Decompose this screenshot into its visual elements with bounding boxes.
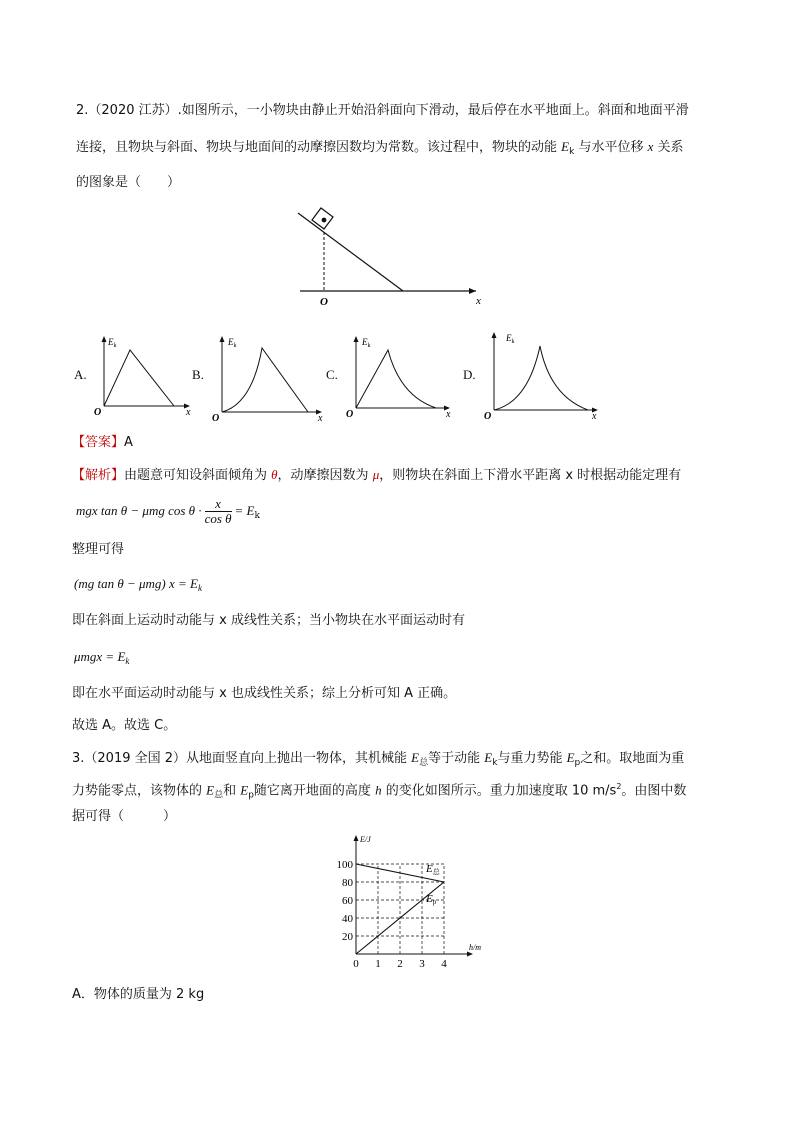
q2-ek-symbol: E <box>561 139 570 154</box>
final-line <box>72 716 176 736</box>
flat-line <box>72 684 456 704</box>
option-c-curve <box>356 350 436 408</box>
theta-symbol: θ <box>271 467 278 482</box>
q3-text-1c: 与重力势能 <box>497 751 567 766</box>
series-label-Ep: Ep <box>426 893 437 906</box>
q3-ep-symbol-2: E <box>240 782 249 798</box>
analysis-text-b: ，动摩擦因数为 <box>277 468 373 483</box>
option-d-origin: O <box>484 411 492 420</box>
option-d-ek-label: $E_k$ <box>506 333 515 345</box>
eq1-right: = E <box>234 503 255 518</box>
q3-text-1a: 3.（2019 全国 2）从地面竖直向上抛出一物体，其机械能 <box>72 751 412 766</box>
y-tick-label-40: 40 <box>342 913 353 925</box>
q3-text-1d: 之和。取地面为重 <box>580 751 685 766</box>
option-d-x: x <box>592 411 597 420</box>
analysis-tag: 【解析】 <box>72 468 125 483</box>
q3-etotal-symbol-2: E <box>206 782 215 798</box>
q3-option-a-text: A．物体的质量为 2 kg <box>72 987 205 1002</box>
eq1-sub: k <box>254 511 260 521</box>
option-b-label[interactable]: B. <box>192 367 204 382</box>
analysis-line <box>72 465 681 486</box>
q2-text-1: .如图所示，一小物块由静止开始沿斜面向下滑动，最后停在水平地面上。斜面和地面平滑 <box>177 103 689 118</box>
q2-ek-sub: k <box>569 147 575 157</box>
tidy-text: 整理可得 <box>72 542 125 557</box>
x-axis-arrow <box>467 952 473 957</box>
q3-option-a[interactable] <box>72 985 204 1005</box>
option-b-graph[interactable] <box>212 334 332 422</box>
eq3-text: μmgx = E <box>74 649 126 664</box>
x-axis-label: h/m <box>469 943 481 952</box>
option-a-curve <box>104 350 174 406</box>
q3-text-1b: 等于动能 <box>428 751 485 766</box>
q3-etotal-sub-2: 总 <box>214 790 224 801</box>
option-a-x: x <box>186 407 191 416</box>
answer-line <box>72 433 133 453</box>
y-tick-label-20: 20 <box>342 931 353 943</box>
y-axis-label: E/J <box>360 835 371 844</box>
x-tick-label-3: 3 <box>419 958 425 970</box>
option-d-graph[interactable] <box>484 330 608 420</box>
x-tick-label-4: 4 <box>441 958 447 970</box>
eq1-numerator: x <box>205 497 232 512</box>
final-text: 故选 A。故选 C。 <box>72 718 177 733</box>
answer-tag: 【答案】 <box>72 435 125 450</box>
q3-text-2c: 随它离开地面的高度 <box>253 783 376 799</box>
slope-text: 即在斜面上运动时动能与 x 成线性关系；当小物块在水平面运动时有 <box>72 613 465 628</box>
incline-figure <box>290 205 490 310</box>
option-d-label[interactable]: D. <box>463 367 476 382</box>
option-c-x: x <box>446 409 451 418</box>
option-b-x: x <box>318 413 323 422</box>
q2-line-2 <box>76 137 684 162</box>
q2-text-3: 的图象是（ ） <box>76 175 181 190</box>
incline-origin-label: O <box>320 296 328 308</box>
q3-text-3: 据可得（ ） <box>72 809 177 824</box>
q3-line-2 <box>72 777 686 805</box>
q3-line-3 <box>72 807 176 827</box>
y-axis-arrow <box>354 835 359 841</box>
mu-symbol: μ <box>372 467 380 482</box>
analysis-text-a: 由题意可知设斜面倾角为 <box>124 468 272 483</box>
eq2-text: (mg tan θ − μmg) x = E <box>74 576 198 591</box>
equation-3 <box>74 647 129 671</box>
eq1-left: mgx tan θ − μmg cos θ · <box>76 503 202 518</box>
x-tick-label-1: 1 <box>375 958 381 970</box>
q2-line-3 <box>76 173 180 193</box>
equation-1 <box>76 497 260 530</box>
tidy-line <box>72 540 124 560</box>
q3-text-2d: 的变化如图所示。重力加速度取 10 m/s <box>381 783 617 799</box>
slope-line <box>72 611 465 631</box>
y-tick-label-80: 80 <box>342 877 353 889</box>
q2-text-2c: 关系 <box>653 140 684 155</box>
q2-source: （2020 江苏） <box>88 103 178 118</box>
option-b-ek-label: $E_k$ <box>228 337 237 349</box>
q2-text-2a: 连接，且物块与斜面、物块与地面间的动摩擦因数均为常数。该过程中，物块的动能 <box>76 140 562 155</box>
equation-2 <box>74 574 202 598</box>
q2-text-2b: 与水平位移 <box>574 140 648 155</box>
series-label-E总: E总 <box>426 863 440 876</box>
x-tick-label-2: 2 <box>397 958 403 970</box>
eq1-fraction <box>205 497 232 526</box>
q2-x-var: x <box>647 139 654 154</box>
x-tick-label-0: 0 <box>353 958 359 970</box>
incline-x-label: x <box>476 295 481 307</box>
q2-line-1 <box>76 101 689 121</box>
q3-square: 2 <box>616 782 622 791</box>
option-a-label[interactable]: A. <box>74 367 87 382</box>
eq1-denominator: cos θ <box>204 511 232 526</box>
energy-chart <box>330 832 490 970</box>
q3-text-2a: 力势能零点，该物体的 <box>72 783 207 799</box>
y-tick-label-100: 100 <box>336 859 353 871</box>
q3-h-var: h <box>375 782 382 798</box>
q3-etotal-sub: 总 <box>419 758 429 768</box>
q2-number: 2. <box>76 103 89 118</box>
q3-ep-sub-2: p <box>248 790 254 801</box>
eq3-sub: k <box>125 656 130 666</box>
answer-value: A <box>124 435 133 450</box>
analysis-text-c: ，则物块在斜面上下滑水平距离 x 时根据动能定理有 <box>379 468 682 483</box>
q3-ep-sub: p <box>574 758 581 768</box>
option-c-label[interactable]: C. <box>326 367 338 382</box>
q3-ep-symbol: E <box>566 750 575 765</box>
option-c-ek-label: $E_k$ <box>362 337 371 349</box>
option-b-curve <box>222 348 308 412</box>
option-d-curve <box>494 346 588 410</box>
option-a-graph[interactable] <box>94 334 198 416</box>
q3-text-2b: 和 <box>223 783 241 799</box>
q3-ek-symbol: E <box>484 750 493 765</box>
q3-line-1 <box>72 748 684 773</box>
eq2-sub: k <box>197 583 202 593</box>
q3-ek-sub: k <box>492 758 498 768</box>
option-a-origin: O <box>94 407 102 416</box>
option-c-origin: O <box>346 409 354 418</box>
option-b-origin: O <box>212 413 220 422</box>
option-c-graph[interactable] <box>346 334 460 418</box>
q3-etotal-symbol: E <box>411 750 420 765</box>
y-tick-label-60: 60 <box>342 895 353 907</box>
q3-text-2e: 。由图中数 <box>621 783 687 799</box>
option-a-ek-label: $E_k$ <box>108 337 117 349</box>
flat-text: 即在水平面运动时动能与 x 也成线性关系；综上分析可知 A 正确。 <box>72 686 457 701</box>
